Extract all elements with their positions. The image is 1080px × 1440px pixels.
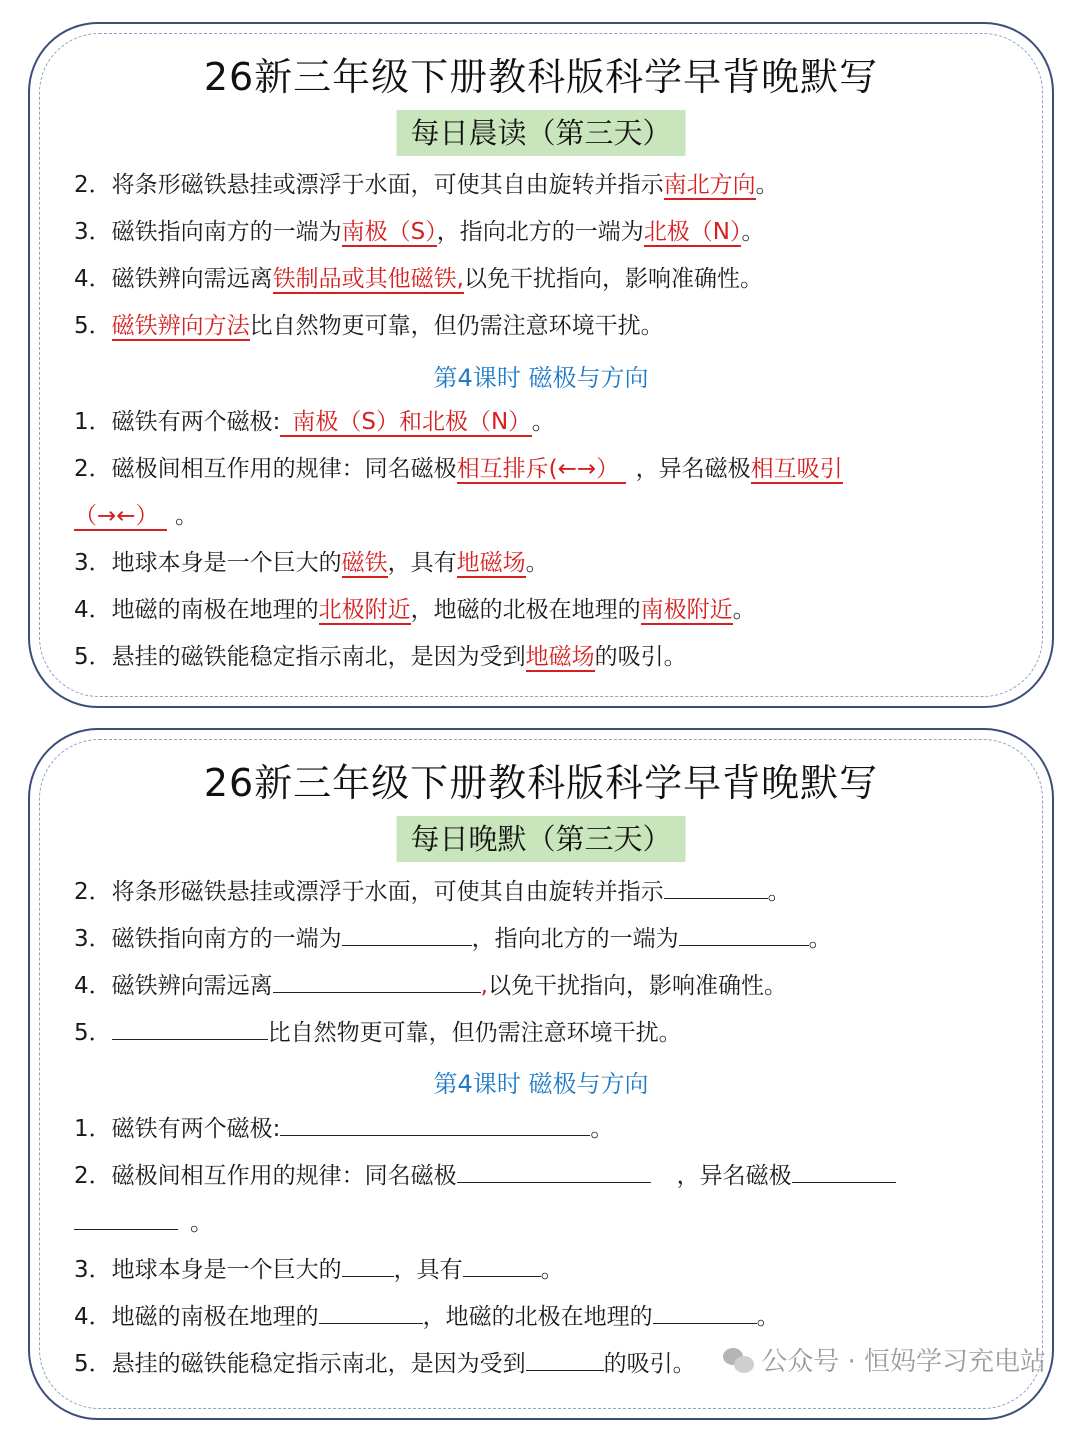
evening-line-1: 2．将条形磁铁悬挂或漂浮于水面，可使其自由旋转并指示 。	[74, 876, 1012, 907]
evening-line-5: 1．磁铁有两个磁极: 。	[74, 1113, 1012, 1144]
answer: 南北方向	[663, 172, 756, 198]
lesson-heading: 第4课时 磁极与方向	[433, 1070, 649, 1098]
answer-blank	[457, 1160, 651, 1183]
answer: 相互吸引	[750, 456, 843, 482]
answer-blank	[273, 970, 481, 993]
evening-line-2: 3．磁铁指向南方的一端为 ，指向北方的一端为 。	[74, 923, 1012, 954]
evening-line-8: 4．地磁的南极在地理的 ，地磁的北极在地理的 。	[74, 1301, 1012, 1332]
answer: 磁铁	[341, 550, 388, 576]
answer-blank	[679, 923, 809, 946]
answer-blank	[280, 1113, 590, 1136]
evening-line-6b: 。	[74, 1207, 1012, 1238]
morning-subtitle: 每日晨读（第三天）	[396, 110, 685, 156]
answer: 地磁场	[525, 644, 595, 670]
answer-blank	[112, 1017, 268, 1040]
answer-blank	[342, 923, 472, 946]
answer: 北极附近	[318, 597, 411, 623]
answer-blank	[463, 1254, 541, 1277]
card-title: 26新三年级下册教科版科学早背晚默写	[203, 761, 879, 805]
answer: 南极（S）	[341, 219, 437, 245]
evening-line-3: 4．磁铁辨向需远离 ,以免干扰指向，影响准确性。	[74, 970, 1012, 1001]
answer-blank	[74, 1207, 178, 1230]
lesson-heading: 第4课时 磁极与方向	[433, 364, 649, 392]
evening-line-9: 5．悬挂的磁铁能稳定指示南北，是因为受到 的吸引。	[74, 1348, 1012, 1379]
evening-line-6: 2．磁极间相互作用的规律：同名磁极 ，异名磁极	[74, 1160, 1012, 1191]
answer-blank	[526, 1348, 604, 1371]
morning-line-6b: （→←） 。	[74, 503, 199, 529]
evening-line-7: 3．地球本身是一个巨大的 ，具有 。	[74, 1254, 1012, 1285]
watermark	[723, 1341, 1046, 1378]
morning-line-9: 5．悬挂的磁铁能稳定指示南北，是因为受到地磁场的吸引。	[74, 644, 687, 670]
morning-line-7: 3．地球本身是一个巨大的磁铁，具有地磁场。	[74, 550, 549, 576]
morning-line-4: 5．磁铁辨向方法比自然物更可靠，但仍需注意环境干扰。	[74, 313, 664, 339]
morning-line-3: 4．磁铁辨向需远离铁制品或其他磁铁,以免干扰指向，影响准确性。	[74, 266, 763, 292]
morning-card	[28, 22, 1054, 708]
answer-blank	[664, 876, 768, 899]
morning-line-2: 3．磁铁指向南方的一端为南极（S），指向北方的一端为北极（N）。	[74, 219, 765, 245]
wechat-icon	[723, 1346, 755, 1374]
evening-subtitle: 每日晚默（第三天）	[396, 816, 685, 862]
morning-line-5: 1．磁铁有两个磁极: 南极（S）和北极（N） 。	[74, 409, 555, 435]
answer: 相互排斥(←→）	[457, 456, 626, 484]
morning-line-1: 2．将条形磁铁悬挂或漂浮于水面，可使其自由旋转并指示南北方向。	[74, 172, 779, 198]
answer: （→←）	[74, 503, 167, 531]
evening-card	[28, 728, 1054, 1420]
answer: 南极附近	[640, 597, 733, 623]
answer: 北极（N）	[643, 219, 742, 245]
card-title: 26新三年级下册教科版科学早背晚默写	[203, 55, 879, 99]
answer-blank	[792, 1160, 896, 1183]
evening-line-4: 5． 比自然物更可靠，但仍需注意环境干扰。	[74, 1017, 1012, 1048]
answer-blank	[319, 1301, 423, 1324]
answer: 南极（S）和北极（N）	[280, 409, 531, 437]
answer: 磁铁辨向方法	[111, 313, 250, 339]
answer: 地磁场	[456, 550, 526, 576]
watermark-text: 公众号 · 恒妈学习充电站	[761, 1347, 1046, 1377]
answer-blank	[342, 1254, 394, 1277]
morning-line-8: 4．地磁的南极在地理的北极附近，地磁的北极在地理的南极附近。	[74, 597, 756, 623]
answer: 铁制品或其他磁铁,	[272, 266, 464, 292]
answer-blank	[653, 1301, 757, 1324]
morning-line-6: 2．磁极间相互作用的规律：同名磁极相互排斥(←→） ，异名磁极相互吸引	[74, 456, 843, 482]
